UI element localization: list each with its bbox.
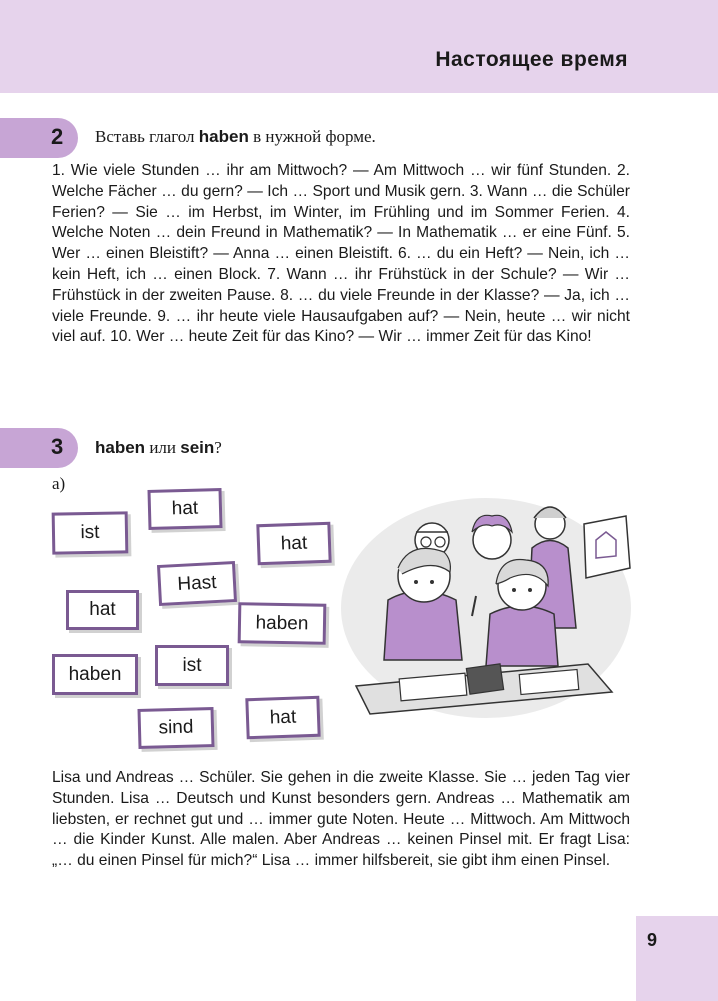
- exercise-2-number: 2: [51, 124, 64, 149]
- page-number-tab: [636, 916, 718, 1001]
- instruction-word-sein: sein: [180, 438, 215, 457]
- instruction-connector: или: [145, 438, 181, 457]
- word-card: hat: [66, 590, 139, 630]
- instruction-word-haben: haben: [95, 438, 146, 457]
- exercise-3-tab: [0, 428, 78, 468]
- exercise-3-instruction: [95, 438, 222, 458]
- picture-sheet: [584, 516, 630, 578]
- exercise-3-number: 3: [51, 434, 64, 459]
- classroom-illustration: [340, 488, 632, 738]
- header-band: [0, 0, 718, 93]
- paint-box: [466, 664, 503, 694]
- word-card: hat: [256, 522, 331, 566]
- instruction-verb: haben: [198, 127, 249, 146]
- word-card: hat: [147, 488, 222, 530]
- word-card: haben: [52, 654, 138, 695]
- instruction-end: ?: [214, 438, 222, 457]
- instruction-post: в нужной форме.: [248, 127, 376, 146]
- exercise-2-text: 1. Wie viele Stunden … ihr am Mittwoch? — Am Mittwoch … wir fünf Stunden. 2. Welche Fächer … du gern? — Ich … Sport und Musik gern. 3. Wann … die Schüler Ferien? — Sie … im Herbst, im Winter, im Frühling und im Sommer Ferien. 4. Welche Noten … dein Freund in Mathematik? — In Mathematik … er eine Fünf. 5. Wer … einen Bleistift? — Anna … einen Bleistift. 6. … du ein Heft? — Nein, ich … kein Heft, ich … einen Block. 7. Wann … ihr Frühstück in der Schule? — Wir … Frühstück in der zweiten Pause. 8. … du viele Freunde in der Klasse? — Ja, ich … viele Freunde. 9. … ihr heute viele Hausaufgaben auf? — Nein, heute … wir nicht viel auf. 10. Wer … heute Zeit für das Kino? — Wir … immer Zeit für das Kino!: [52, 162, 630, 346]
- sub-label-a: а): [52, 474, 66, 493]
- exercise-2-instruction: [95, 127, 376, 147]
- curly-girl-figure: [472, 515, 512, 559]
- instruction-pre: Вставь глагол: [95, 127, 199, 146]
- exercise-3-text: Lisa und Andreas … Schüler. Sie gehen in die zweite Klasse. Sie … jeden Tag vier Stunden. Lisa … Deutsch und Kunst besonders gern. Andreas … Mathematik am liebsten, er rechnet gut und … immer gute Noten. Heute … Mittwoch. Am Mittwoch … die Kinder Kunst. Alle malen. Aber Andreas … keinen Pinsel mit. Er fragt Lisa: „… du einen Pinsel für mich?“ Lisa … immer hilfsbereit, sie gibt ihm einen Pinsel.: [52, 769, 630, 870]
- exercise-2-tab: [0, 118, 78, 158]
- word-card: sind: [137, 707, 214, 749]
- page-number: 9: [646, 930, 657, 950]
- section-title: Настоящее время: [435, 48, 628, 71]
- word-card: hat: [245, 696, 320, 740]
- drawing-paper: [519, 670, 579, 695]
- word-card: ist: [52, 511, 129, 554]
- word-card: ist: [155, 645, 229, 686]
- word-card: haben: [238, 602, 327, 645]
- word-card: Hast: [157, 561, 237, 606]
